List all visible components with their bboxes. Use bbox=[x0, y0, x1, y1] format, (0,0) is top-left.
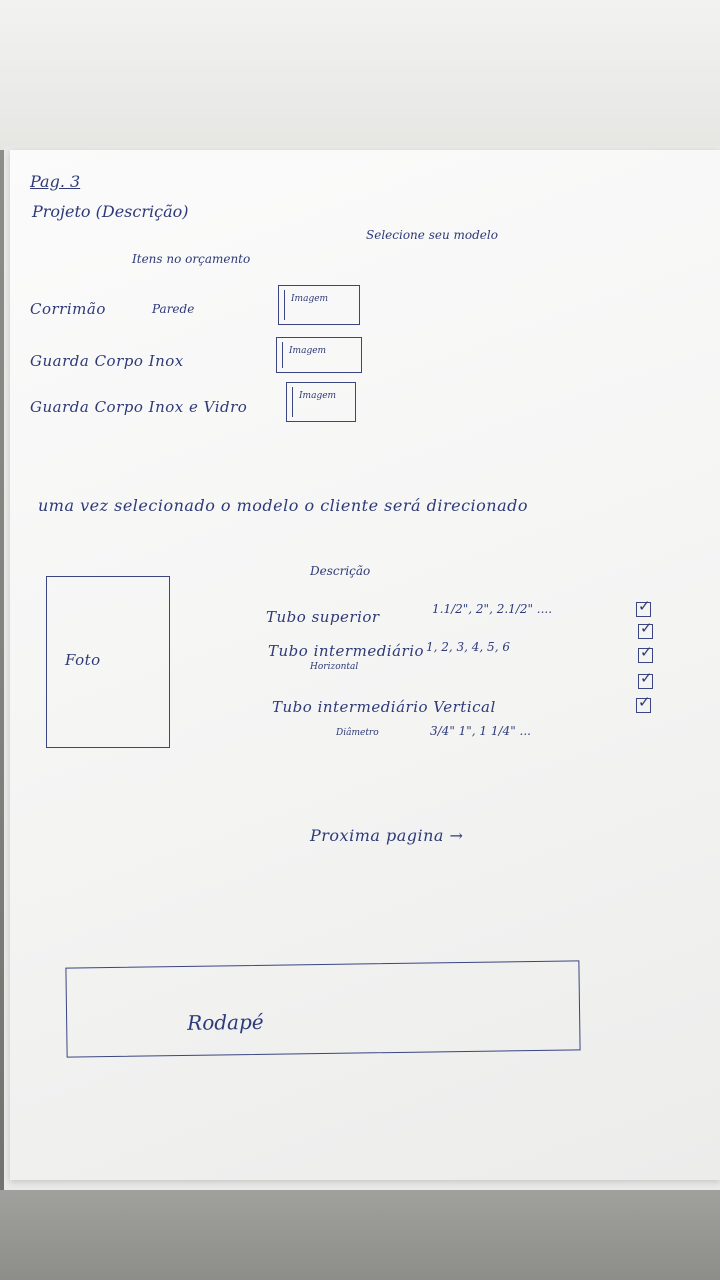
photo-label: Foto bbox=[65, 651, 101, 669]
item-image-label: Imagem bbox=[299, 391, 337, 401]
item-name-guarda-corpo-inox-vidro: Guarda Corpo Inox e Vidro bbox=[30, 398, 248, 416]
desc-label-diametro: Diâmetro bbox=[336, 728, 379, 738]
page-heading: Projeto (Descrição) bbox=[32, 202, 189, 221]
sketch-sheet bbox=[10, 150, 720, 1180]
background-wall bbox=[0, 0, 720, 150]
desc-label-tubo-superior: Tubo superior bbox=[266, 608, 380, 626]
items-title: Itens no orçamento bbox=[132, 252, 251, 266]
item-image-label: Imagem bbox=[291, 294, 329, 304]
desc-options-diametro: 3/4" 1", 1 1/4" ... bbox=[430, 724, 531, 738]
checkbox-diametro[interactable] bbox=[636, 698, 651, 713]
item-image-label: Imagem bbox=[289, 346, 327, 356]
item-name-guarda-corpo-inox: Guarda Corpo Inox bbox=[30, 352, 184, 370]
item-variant-parede: Parede bbox=[152, 302, 195, 316]
checkbox-tubo-vertical[interactable] bbox=[638, 674, 653, 689]
item-image-placeholder[interactable] bbox=[276, 337, 362, 373]
page-number: Pag. 3 bbox=[30, 172, 81, 191]
next-page-link[interactable]: Proxima pagina → bbox=[310, 826, 464, 845]
photo-placeholder[interactable] bbox=[46, 576, 170, 748]
desc-options-tubo-intermediario: 1, 2, 3, 4, 5, 6 bbox=[426, 640, 510, 654]
desc-options-tubo-superior: 1.1/2", 2", 2.1/2" .... bbox=[432, 602, 553, 616]
item-image-placeholder[interactable] bbox=[278, 285, 360, 325]
item-image-placeholder[interactable] bbox=[286, 382, 356, 422]
item-name-corrimao: Corrimão bbox=[30, 300, 106, 318]
desc-label-tubo-vertical: Tubo intermediário Vertical bbox=[272, 698, 496, 716]
checkbox-tubo-superior[interactable] bbox=[636, 602, 651, 617]
footer-label: Rodapé bbox=[187, 1009, 264, 1035]
checkbox-tubo-intermediario[interactable] bbox=[638, 624, 653, 639]
desc-sub-horizontal: Horizontal bbox=[310, 662, 359, 672]
select-model-prompt: Selecione seu modelo bbox=[366, 228, 498, 242]
footer-placeholder bbox=[65, 960, 580, 1057]
redirect-note: uma vez selecionado o modelo o cliente será direcionado bbox=[38, 496, 529, 515]
desc-label-tubo-intermediario: Tubo intermediário bbox=[268, 642, 425, 660]
description-title: Descrição bbox=[310, 564, 371, 578]
background-floor bbox=[0, 1190, 720, 1280]
checkbox-horizontal[interactable] bbox=[638, 648, 653, 663]
